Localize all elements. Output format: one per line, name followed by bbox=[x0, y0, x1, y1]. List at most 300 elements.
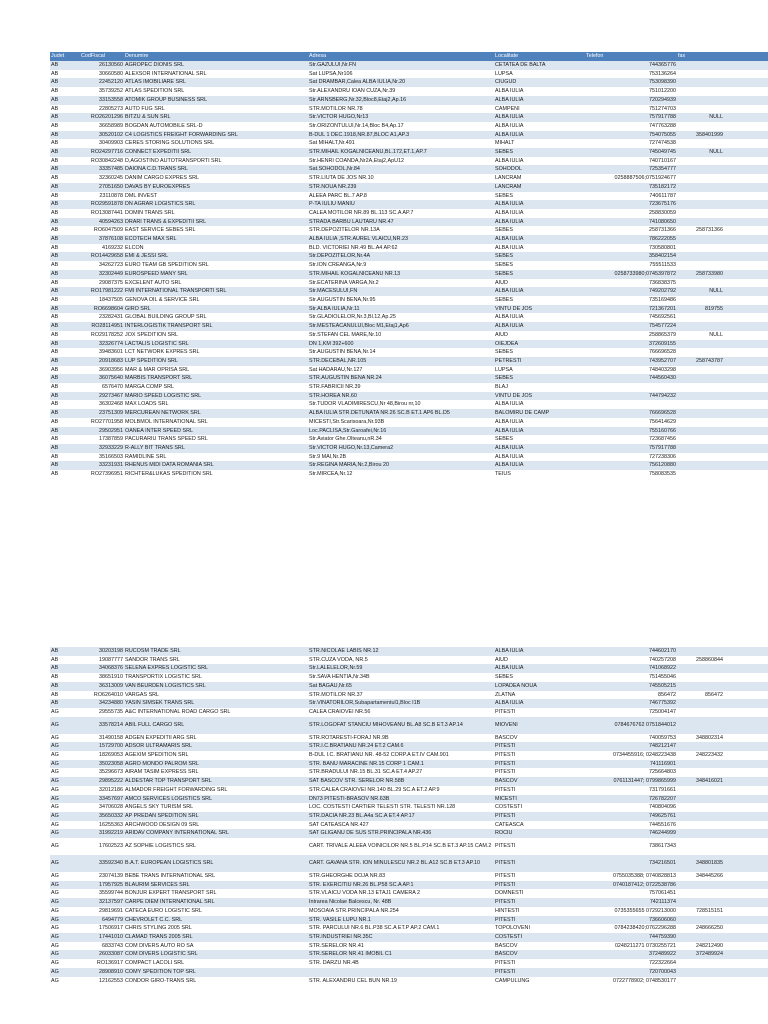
table-row bbox=[50, 664, 768, 673]
cell-adresa: ALBA IULIA STR.DETUNATA NR.26 SC.B ET.1 AP6 BL.D5 bbox=[308, 409, 494, 418]
cell-blank bbox=[724, 435, 768, 444]
cell-localitate: BLAJ bbox=[494, 383, 585, 392]
cell-adresa: STR.MIHAIL KOGALNICEANU NR.13 bbox=[308, 270, 494, 279]
cell-judet: AB bbox=[50, 296, 80, 305]
cell-blank bbox=[724, 157, 768, 166]
cell-judet: AG bbox=[50, 977, 80, 986]
table-row bbox=[50, 279, 768, 288]
cell-denumire: JOX SPEDITION SRL bbox=[124, 331, 308, 340]
cell-codfiscal: 22805273 bbox=[80, 105, 124, 114]
cell-denumire: CHEVROLET C.C. SRL bbox=[124, 916, 308, 925]
cell-blank bbox=[724, 235, 768, 244]
cell-adresa: STR.ROTARESTI-FORAJ NR.9B bbox=[308, 734, 494, 743]
cell-blank bbox=[724, 279, 768, 288]
cell-adresa bbox=[308, 968, 494, 977]
cell-codfiscal: 29087375 bbox=[80, 279, 124, 288]
cell-fax bbox=[677, 400, 724, 409]
table-row bbox=[50, 682, 768, 691]
cell-codfiscal: 36302468 bbox=[80, 400, 124, 409]
cell-fax: 248223432 bbox=[677, 751, 724, 760]
cell-denumire: DRARI TRANS & EXPEDITII SRL bbox=[124, 218, 308, 227]
cell-codfiscal: 17387859 bbox=[80, 435, 124, 444]
cell-fax: 856472 bbox=[677, 691, 724, 700]
cell-fax bbox=[677, 183, 724, 192]
cell-localitate: ALBA IULIA bbox=[494, 209, 585, 218]
table-row bbox=[50, 453, 768, 462]
cell-telefon: 727238306 bbox=[585, 453, 677, 462]
cell-codfiscal: 12162553 bbox=[80, 977, 124, 986]
cell-judet: AB bbox=[50, 357, 80, 366]
cell-adresa: STR.SERELOR NR.41 IMOBIL C1 bbox=[308, 950, 494, 959]
cell-adresa: SAT GLIGANU DE SUS STR.PRINCIPALA NR.436 bbox=[308, 829, 494, 838]
cell-adresa: Sat HADARAU,Nr.127 bbox=[308, 366, 494, 375]
cell-denumire: BONJUR EXPERT TRANSPORT SRL bbox=[124, 889, 308, 898]
cell-denumire: DAIONA C.D.TRANS SRL bbox=[124, 165, 308, 174]
cell-codfiscal: 16255363 bbox=[80, 821, 124, 830]
cell-judet: AB bbox=[50, 409, 80, 418]
cell-fax bbox=[677, 279, 724, 288]
cell-adresa: Str.AUGUSTIN BENA,Nr.95 bbox=[308, 296, 494, 305]
cell-blank bbox=[724, 305, 768, 314]
cell-adresa: MOSOAIA STR.PRINCIPALA NR.254 bbox=[308, 907, 494, 916]
header-blank bbox=[724, 52, 768, 61]
cell-localitate: LOPADEA NOUA bbox=[494, 682, 585, 691]
cell-fax: 819755 bbox=[677, 305, 724, 314]
cell-fax bbox=[677, 786, 724, 795]
cell-blank bbox=[724, 950, 768, 959]
cell-judet: AB bbox=[50, 470, 80, 479]
cell-telefon: 0740187412; 0722538786 bbox=[585, 881, 677, 890]
table-row bbox=[50, 209, 768, 218]
cell-blank bbox=[724, 708, 768, 717]
cell-adresa: Sat LUPSA,Nr106 bbox=[308, 70, 494, 79]
cell-denumire: CONNECT EXPEDITII SRL bbox=[124, 148, 308, 157]
cell-fax bbox=[677, 795, 724, 804]
cell-adresa: CALEA CRAIOVEI NR.56 bbox=[308, 708, 494, 717]
cell-adresa: ALEEA PARC BL.7 AP.8 bbox=[308, 192, 494, 201]
cell-judet: AB bbox=[50, 400, 80, 409]
cell-localitate: TEIUS bbox=[494, 470, 585, 479]
cell-codfiscal: 35296673 bbox=[80, 768, 124, 777]
cell-adresa: B-DUL 1 DEC.1918,NR.87,BLOC A1,AP.3 bbox=[308, 131, 494, 140]
cell-blank bbox=[724, 96, 768, 105]
table-row bbox=[50, 803, 768, 812]
table-row bbox=[50, 331, 768, 340]
table-row bbox=[50, 105, 768, 114]
cell-judet: AB bbox=[50, 148, 80, 157]
cell-blank bbox=[724, 734, 768, 743]
table-row bbox=[50, 183, 768, 192]
cell-denumire: RHENUS MIDI DATA ROMANIA SRL bbox=[124, 461, 308, 470]
cell-fax bbox=[677, 252, 724, 261]
cell-fax bbox=[677, 61, 724, 70]
cell-denumire: R-ALLY BIT TRANS SRL bbox=[124, 444, 308, 453]
cell-telefon: 786222055 bbox=[585, 235, 677, 244]
cell-telefon: 0258887506;0751924677 bbox=[585, 174, 677, 183]
cell-fax bbox=[677, 435, 724, 444]
cell-localitate: PITESTI bbox=[494, 812, 585, 821]
cell-adresa: Str.Aviator Ghe.Olteanu,nR.34 bbox=[308, 435, 494, 444]
cell-adresa: Str.ARNSBERG,Nr.32,Bloc8,Etaj2,Ap.16 bbox=[308, 96, 494, 105]
cell-codfiscal: 29502951 bbox=[80, 427, 124, 436]
table-row bbox=[50, 933, 768, 942]
cell-telefon: 723675176 bbox=[585, 200, 677, 209]
cell-localitate: CAMPENI bbox=[494, 105, 585, 114]
table-row bbox=[50, 313, 768, 322]
cell-blank bbox=[724, 105, 768, 114]
table-row bbox=[50, 87, 768, 96]
cell-telefon: 744794232 bbox=[585, 392, 677, 401]
cell-localitate: ALBA IULIA bbox=[494, 287, 585, 296]
cell-telefon: 756120880 bbox=[585, 461, 677, 470]
cell-adresa: Str.DEPOZITELOR,Nr.4A bbox=[308, 252, 494, 261]
cell-adresa: Str.HENRI COANDA,Nr2A,Etaj2,ApU12 bbox=[308, 157, 494, 166]
cell-denumire: A&C INTERNATIONAL ROAD CARGO SRL bbox=[124, 708, 308, 717]
cell-telefon: 738617343 bbox=[585, 838, 677, 855]
cell-adresa: STR.CUZA VODA, NR.5 bbox=[308, 656, 494, 665]
cell-fax bbox=[677, 889, 724, 898]
cell-localitate: ALBA IULIA bbox=[494, 244, 585, 253]
cell-denumire: LCT NETWORK EXPRES SRL bbox=[124, 348, 308, 357]
cell-judet: AB bbox=[50, 418, 80, 427]
cell-localitate: SOHODOL bbox=[494, 165, 585, 174]
cell-fax bbox=[677, 218, 724, 227]
cell-judet: AB bbox=[50, 157, 80, 166]
table-row bbox=[50, 270, 768, 279]
cell-blank bbox=[724, 78, 768, 87]
cell-codfiscal: RO17981222 bbox=[80, 287, 124, 296]
table-row bbox=[50, 470, 768, 479]
cell-blank bbox=[724, 924, 768, 933]
cell-blank bbox=[724, 348, 768, 357]
cell-telefon: 0761131447; 0799865999 bbox=[585, 777, 677, 786]
cell-adresa: STRADA BARBU LAUTARU NR.47 bbox=[308, 218, 494, 227]
cell-codfiscal: 17957925 bbox=[80, 881, 124, 890]
cell-judet: AB bbox=[50, 139, 80, 148]
cell-judet: AB bbox=[50, 313, 80, 322]
cell-codfiscal: 32302449 bbox=[80, 270, 124, 279]
cell-fax bbox=[677, 392, 724, 401]
cell-denumire: COM DIVERS AUTO RO SA bbox=[124, 942, 308, 951]
cell-denumire: SELENA EXPRES LOGISTIC SRL bbox=[124, 664, 308, 673]
cell-denumire: ARCHWOOD DESIGN 09 SRL bbox=[124, 821, 308, 830]
cell-denumire: TRANSPORTIX LOGISTIC SRL bbox=[124, 673, 308, 682]
cell-denumire: BITZU & SUN SRL bbox=[124, 113, 308, 122]
table-row bbox=[50, 950, 768, 959]
cell-codfiscal: 33231931 bbox=[80, 461, 124, 470]
cell-codfiscal: 32360245 bbox=[80, 174, 124, 183]
cell-adresa: MICESTI,Str.Scarisoara,Nr.93B bbox=[308, 418, 494, 427]
cell-blank bbox=[724, 192, 768, 201]
cell-codfiscal: 35166503 bbox=[80, 453, 124, 462]
table-body-lower bbox=[50, 647, 768, 985]
cell-denumire: RICHTER&LUKAS SPEDITION SRL bbox=[124, 470, 308, 479]
table-row bbox=[50, 889, 768, 898]
cell-denumire: VAN BEURDEN LOGISTICS SRL bbox=[124, 682, 308, 691]
cell-judet: AG bbox=[50, 751, 80, 760]
table-row bbox=[50, 122, 768, 131]
cell-adresa: Str.GAZULUI,Nr.FN bbox=[308, 61, 494, 70]
cell-localitate: ALBA IULIA bbox=[494, 87, 585, 96]
cell-fax: NULL bbox=[677, 287, 724, 296]
cell-denumire: EAST SERVICE SEBES SRL bbox=[124, 226, 308, 235]
cell-judet: AB bbox=[50, 461, 80, 470]
table-row bbox=[50, 113, 768, 122]
cell-localitate: LUPSA bbox=[494, 70, 585, 79]
company-table-upper bbox=[50, 52, 768, 479]
cell-judet: AB bbox=[50, 78, 80, 87]
cell-fax bbox=[677, 682, 724, 691]
cell-localitate: SEBES bbox=[494, 673, 585, 682]
cell-denumire: CATECA EURO LOGISTIC SRL bbox=[124, 907, 308, 916]
cell-codfiscal: 4169232 bbox=[80, 244, 124, 253]
cell-judet: AB bbox=[50, 427, 80, 436]
cell-blank bbox=[724, 148, 768, 157]
cell-blank bbox=[724, 383, 768, 392]
cell-localitate: ROCIU bbox=[494, 829, 585, 838]
cell-fax bbox=[677, 122, 724, 131]
cell-denumire: MAX LOADS SRL bbox=[124, 400, 308, 409]
cell-telefon bbox=[585, 383, 677, 392]
cell-fax bbox=[677, 87, 724, 96]
cell-localitate: OIEJDEA bbox=[494, 340, 585, 349]
cell-blank bbox=[724, 821, 768, 830]
table-row bbox=[50, 742, 768, 751]
cell-codfiscal: 18269053 bbox=[80, 751, 124, 760]
table-row bbox=[50, 383, 768, 392]
table-row bbox=[50, 942, 768, 951]
cell-fax bbox=[677, 244, 724, 253]
table-row bbox=[50, 821, 768, 830]
cell-denumire: ADSOR ULTRAMARIS SRL bbox=[124, 742, 308, 751]
cell-adresa: STR. EXERCITIU NR.26 BL.P58 SC.A AP.1 bbox=[308, 881, 494, 890]
cell-codfiscal: 29555735 bbox=[80, 708, 124, 717]
cell-blank bbox=[724, 113, 768, 122]
cell-adresa: BLD. VICTORIEI NR.49 BL.A4 AP.62 bbox=[308, 244, 494, 253]
cell-codfiscal: RO28114951 bbox=[80, 322, 124, 331]
cell-fax bbox=[677, 699, 724, 708]
table-row bbox=[50, 795, 768, 804]
cell-localitate: DOMNESTI bbox=[494, 889, 585, 898]
cell-telefon: 757061451 bbox=[585, 889, 677, 898]
cell-localitate: BASCOV bbox=[494, 777, 585, 786]
cell-codfiscal: 34068376 bbox=[80, 664, 124, 673]
cell-blank bbox=[724, 742, 768, 751]
cell-adresa: Sat.SOHODOL,Nr.84 bbox=[308, 165, 494, 174]
cell-telefon: 731791661 bbox=[585, 786, 677, 795]
cell-telefon: 0248211271 0730255721 bbox=[585, 942, 677, 951]
cell-codfiscal: 30409903 bbox=[80, 139, 124, 148]
cell-telefon: 722322664 bbox=[585, 959, 677, 968]
cell-blank bbox=[724, 131, 768, 140]
cell-codfiscal: 34234880 bbox=[80, 699, 124, 708]
cell-localitate: ALBA IULIA bbox=[494, 96, 585, 105]
cell-denumire: DOMIN TRANS SRL bbox=[124, 209, 308, 218]
cell-blank bbox=[724, 183, 768, 192]
cell-codfiscal: 30520102 bbox=[80, 131, 124, 140]
cell-localitate: PITESTI bbox=[494, 742, 585, 751]
table-row bbox=[50, 647, 768, 656]
cell-adresa: Str.VINATORILOR,Subapartamentul1,Bloc I1B bbox=[308, 699, 494, 708]
cell-judet: AB bbox=[50, 113, 80, 122]
cell-localitate: PITESTI bbox=[494, 881, 585, 890]
cell-codfiscal: 31490158 bbox=[80, 734, 124, 743]
cell-codfiscal: 36903956 bbox=[80, 366, 124, 375]
cell-codfiscal: 30660580 bbox=[80, 70, 124, 79]
cell-denumire: GLOBAL BUILDING GROUP SRL bbox=[124, 313, 308, 322]
cell-fax bbox=[677, 383, 724, 392]
cell-blank bbox=[724, 209, 768, 218]
cell-denumire: ELCON bbox=[124, 244, 308, 253]
cell-fax bbox=[677, 470, 724, 479]
cell-telefon: 744602170 bbox=[585, 647, 677, 656]
cell-fax bbox=[677, 209, 724, 218]
cell-blank bbox=[724, 174, 768, 183]
cell-denumire: DAVAS BY EUROEXPRES bbox=[124, 183, 308, 192]
cell-judet: AB bbox=[50, 122, 80, 131]
cell-adresa: CALEA MOTILOR NR.89 BL.113 SC.A AP.7 bbox=[308, 209, 494, 218]
cell-localitate: AIUD bbox=[494, 331, 585, 340]
cell-denumire: CONDOR GIRO-TRANS SRL bbox=[124, 977, 308, 986]
cell-codfiscal: RO6264010 bbox=[80, 691, 124, 700]
cell-telefon: 743952707 bbox=[585, 357, 677, 366]
cell-judet: AB bbox=[50, 226, 80, 235]
cell-blank bbox=[724, 470, 768, 479]
cell-telefon: 740611787 bbox=[585, 192, 677, 201]
cell-fax bbox=[677, 105, 724, 114]
cell-adresa: STR.MOTILOR NR.78 bbox=[308, 105, 494, 114]
table-row bbox=[50, 261, 768, 270]
cell-fax bbox=[677, 340, 724, 349]
cell-adresa: STR.GHEORGHE DOJA NR.83 bbox=[308, 872, 494, 881]
cell-codfiscal: 23074139 bbox=[80, 872, 124, 881]
cell-fax bbox=[677, 444, 724, 453]
cell-telefon: 740710167 bbox=[585, 157, 677, 166]
cell-codfiscal: 32012186 bbox=[80, 786, 124, 795]
cell-fax bbox=[677, 174, 724, 183]
cell-localitate: SEBES bbox=[494, 261, 585, 270]
table-row bbox=[50, 192, 768, 201]
cell-denumire: ECOTECH MAX SRL bbox=[124, 235, 308, 244]
cell-denumire: FMI INTERNATIONAL TRANSPORTI SRL bbox=[124, 287, 308, 296]
cell-blank bbox=[724, 838, 768, 855]
cell-judet: AB bbox=[50, 673, 80, 682]
cell-adresa: Intrarea Nicolae Balcescu, Nr. 48B bbox=[308, 898, 494, 907]
cell-telefon: 753098390 bbox=[585, 78, 677, 87]
cell-localitate: ALBA IULIA bbox=[494, 313, 585, 322]
cell-localitate: COSTESTI bbox=[494, 933, 585, 942]
cell-judet: AG bbox=[50, 803, 80, 812]
cell-fax bbox=[677, 78, 724, 87]
cell-localitate: VINTU DE JOS bbox=[494, 392, 585, 401]
cell-fax bbox=[677, 418, 724, 427]
cell-adresa: DN73 PITESTI-BRASOV NR.63B bbox=[308, 795, 494, 804]
cell-judet: AB bbox=[50, 374, 80, 383]
cell-fax: 358401999 bbox=[677, 131, 724, 140]
cell-judet: AG bbox=[50, 959, 80, 968]
cell-codfiscal: 32933229 bbox=[80, 444, 124, 453]
table-row bbox=[50, 691, 768, 700]
cell-telefon: 744560430 bbox=[585, 374, 677, 383]
cell-adresa: STR.NICOLAE LABIS NR.12 bbox=[308, 647, 494, 656]
cell-telefon: 746244999 bbox=[585, 829, 677, 838]
cell-localitate: SEBES bbox=[494, 296, 585, 305]
cell-denumire: VARGAS SRL bbox=[124, 691, 308, 700]
cell-telefon: 720700043 bbox=[585, 968, 677, 977]
header-codfiscal: CodFiscal bbox=[80, 52, 124, 61]
table-row bbox=[50, 348, 768, 357]
cell-fax bbox=[677, 916, 724, 925]
cell-judet: AB bbox=[50, 87, 80, 96]
cell-blank bbox=[724, 942, 768, 951]
cell-telefon: 0755035388; 0740828813 bbox=[585, 872, 677, 881]
cell-blank bbox=[724, 461, 768, 470]
cell-blank bbox=[724, 977, 768, 986]
cell-codfiscal: 34706028 bbox=[80, 803, 124, 812]
cell-denumire: D,AGOSTINO AUTOTRANSPORTI SRL bbox=[124, 157, 308, 166]
cell-denumire: B.A.T. EUROPEAN LOGISTICS SRL bbox=[124, 855, 308, 872]
table-row bbox=[50, 977, 768, 986]
table-row bbox=[50, 157, 768, 166]
cell-blank bbox=[724, 453, 768, 462]
cell-fax: 728515151 bbox=[677, 907, 724, 916]
cell-denumire: AZ SOPHIE LOGISTICS SRL bbox=[124, 838, 308, 855]
table-row bbox=[50, 838, 768, 855]
cell-blank bbox=[724, 418, 768, 427]
cell-fax: 372489924 bbox=[677, 950, 724, 959]
cell-denumire: INTERLOGISTIK TRANSPORT SRL bbox=[124, 322, 308, 331]
cell-localitate: SEBES bbox=[494, 374, 585, 383]
cell-codfiscal: 30203198 bbox=[80, 647, 124, 656]
cell-codfiscal: 29895222 bbox=[80, 777, 124, 786]
cell-localitate: ALBA IULIA bbox=[494, 418, 585, 427]
cell-blank bbox=[724, 87, 768, 96]
cell-localitate: PITESTI bbox=[494, 760, 585, 769]
cell-blank bbox=[724, 699, 768, 708]
cell-fax bbox=[677, 977, 724, 986]
cell-codfiscal: RO29591878 bbox=[80, 200, 124, 209]
cell-blank bbox=[724, 165, 768, 174]
cell-adresa: Str.MIRCEA,Nr.12 bbox=[308, 470, 494, 479]
cell-blank bbox=[724, 682, 768, 691]
table-row bbox=[50, 357, 768, 366]
cell-codfiscal: 20918683 bbox=[80, 357, 124, 366]
cell-telefon: 766696528 bbox=[585, 348, 677, 357]
cell-denumire: GENOVA OIL & SERVICE SRL bbox=[124, 296, 308, 305]
cell-blank bbox=[724, 959, 768, 968]
cell-judet: AB bbox=[50, 383, 80, 392]
cell-fax bbox=[677, 200, 724, 209]
cell-denumire: AIRAM TASIM EXPRESS SRL bbox=[124, 768, 308, 777]
cell-telefon: 747763288 bbox=[585, 122, 677, 131]
cell-blank bbox=[724, 322, 768, 331]
cell-localitate: ALBA IULIA bbox=[494, 444, 585, 453]
cell-telefon: 358402154 bbox=[585, 252, 677, 261]
cell-judet: AB bbox=[50, 183, 80, 192]
cell-adresa: B-DUL I.C. BRATIANU NR. 48-52 CORP.A ET.IV CAM.901 bbox=[308, 751, 494, 760]
cell-fax: 258733980 bbox=[677, 270, 724, 279]
table-row bbox=[50, 174, 768, 183]
cell-judet: AG bbox=[50, 708, 80, 717]
cell-denumire: EMI & JESSI SRL bbox=[124, 252, 308, 261]
cell-denumire: MARBIS TRANSPORT SRL bbox=[124, 374, 308, 383]
cell-localitate: PETRESTI bbox=[494, 357, 585, 366]
cell-denumire: AGRO MONDO PALROM SRL bbox=[124, 760, 308, 769]
cell-localitate: ALBA IULIA bbox=[494, 647, 585, 656]
cell-codfiscal: 18437505 bbox=[80, 296, 124, 305]
table-row bbox=[50, 427, 768, 436]
cell-judet: AB bbox=[50, 691, 80, 700]
